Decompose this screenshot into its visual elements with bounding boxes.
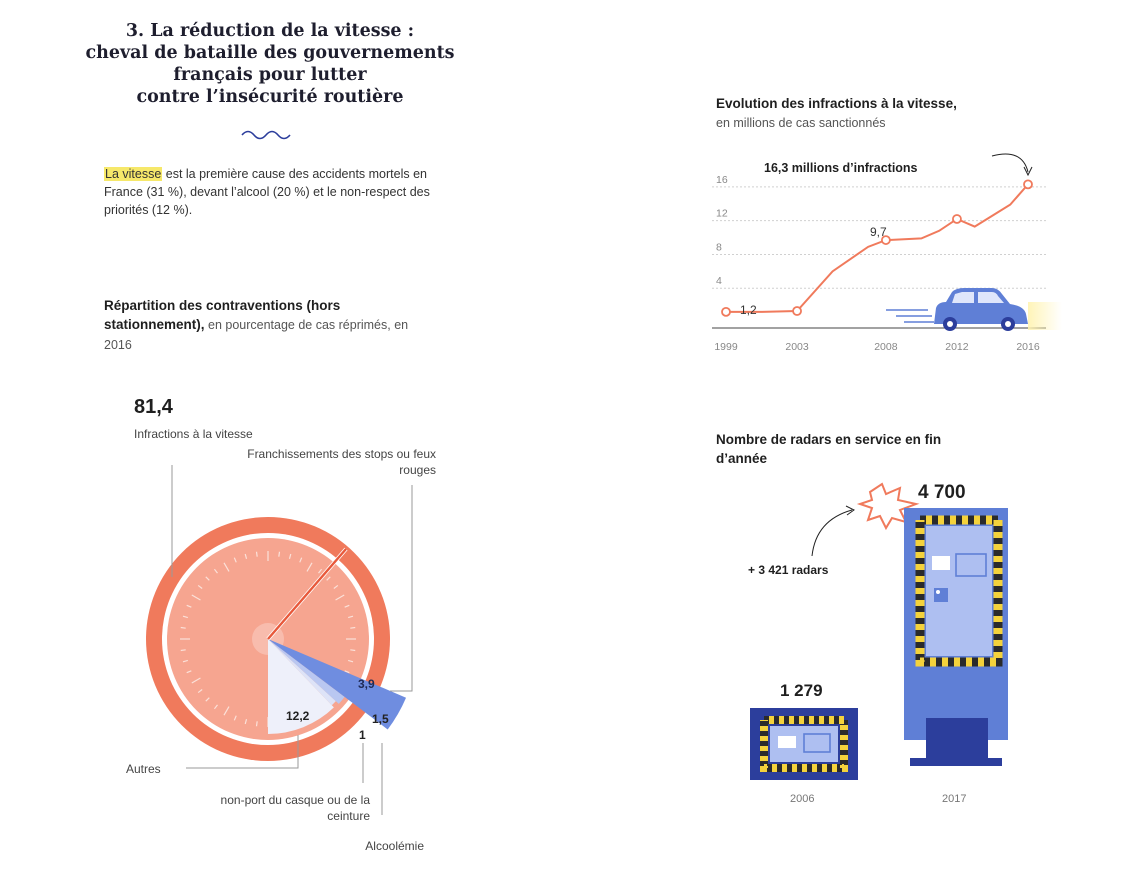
year-2017: 2017 bbox=[942, 793, 967, 805]
y-tick-label: 16 bbox=[716, 173, 728, 186]
leader-feux bbox=[390, 485, 412, 691]
x-tick-label: 2008 bbox=[874, 341, 898, 353]
value-label-alcool: 1,5 bbox=[372, 712, 389, 726]
gauge-tick bbox=[181, 628, 186, 629]
year-2006: 2006 bbox=[790, 793, 815, 805]
data-point bbox=[793, 307, 801, 315]
value-label-casque: 1 bbox=[359, 728, 366, 742]
value-label-autres: 12,2 bbox=[286, 709, 310, 723]
main-label: Infractions à la vitesse bbox=[134, 427, 253, 441]
line-chart-x-ticks bbox=[714, 341, 1040, 353]
contraventions-heading: Répartition des contraventions (hors stationnement), en pourcentage de cas réprimés, en 2016 bbox=[104, 298, 409, 352]
speedometer-pie-chart bbox=[100, 465, 440, 815]
radars-heading: Nombre de radars en service en fin d’année bbox=[716, 432, 942, 466]
y-tick-label: 4 bbox=[716, 275, 722, 288]
title-line-4: contre l’insécurité routière bbox=[136, 87, 404, 107]
autres-label: Autres bbox=[126, 762, 161, 776]
delta-arrow bbox=[812, 510, 852, 556]
data-point bbox=[953, 215, 961, 223]
annotation-arrow bbox=[992, 154, 1028, 172]
infractions-line-chart bbox=[706, 150, 1086, 365]
title-line-3: français pour lutter bbox=[173, 65, 367, 85]
title-line-1: 3. La réduction de la vitesse : bbox=[125, 21, 415, 41]
gauge-tick bbox=[350, 628, 355, 629]
car-icon bbox=[886, 288, 1062, 331]
intro-highlight: La vitesse bbox=[105, 167, 162, 181]
alcool-label: Alcoolémie bbox=[365, 839, 424, 853]
gauge-tick bbox=[350, 650, 355, 651]
wave-divider-icon bbox=[240, 126, 292, 140]
radars-chart bbox=[720, 470, 1060, 810]
intro-rest: est la première cause des accidents mortels en France (31 %), devant l’alcool (20 %) et le non-respect des priorités (12 %). bbox=[104, 167, 430, 217]
x-tick-label: 2003 bbox=[785, 341, 809, 353]
gauge-tick bbox=[279, 552, 280, 557]
data-label-1999: 1,2 bbox=[740, 303, 757, 317]
main-value: 81,4 bbox=[134, 396, 173, 418]
gauge-tick bbox=[257, 552, 258, 557]
casque-label: non-port du casque ou de la ceinture bbox=[220, 793, 370, 823]
y-tick-label: 8 bbox=[716, 241, 722, 254]
x-tick-label: 2016 bbox=[1016, 341, 1040, 353]
page-title bbox=[60, 20, 480, 108]
delta-label: + 3 421 radars bbox=[748, 563, 829, 577]
value-label-feux: 3,9 bbox=[358, 677, 375, 691]
infractions-heading: Evolution des infractions à la vitesse, en millions de cas sanctionnés bbox=[716, 96, 957, 130]
value-2017: 4 700 bbox=[918, 482, 966, 503]
title-line-2: cheval de bataille des gouvernements bbox=[85, 43, 455, 63]
line-chart-y-ticks bbox=[716, 174, 728, 287]
value-2006: 1 279 bbox=[780, 681, 823, 700]
data-point bbox=[722, 308, 730, 316]
gauge-tick bbox=[181, 650, 186, 651]
annotation-max: 16,3 millions d’infractions bbox=[764, 161, 918, 175]
gauge-tick bbox=[257, 721, 258, 726]
intro-paragraph bbox=[104, 165, 464, 219]
radar-2017-bar bbox=[904, 508, 1008, 766]
data-label-2008: 9,7 bbox=[870, 225, 887, 239]
data-point bbox=[1024, 180, 1032, 188]
y-tick-label: 12 bbox=[716, 207, 728, 220]
x-tick-label: 2012 bbox=[945, 341, 969, 353]
radar-2006-bar bbox=[750, 708, 858, 780]
feux-label: Franchissements des stops ou feux rouges bbox=[247, 447, 436, 477]
x-tick-label: 1999 bbox=[714, 341, 738, 353]
